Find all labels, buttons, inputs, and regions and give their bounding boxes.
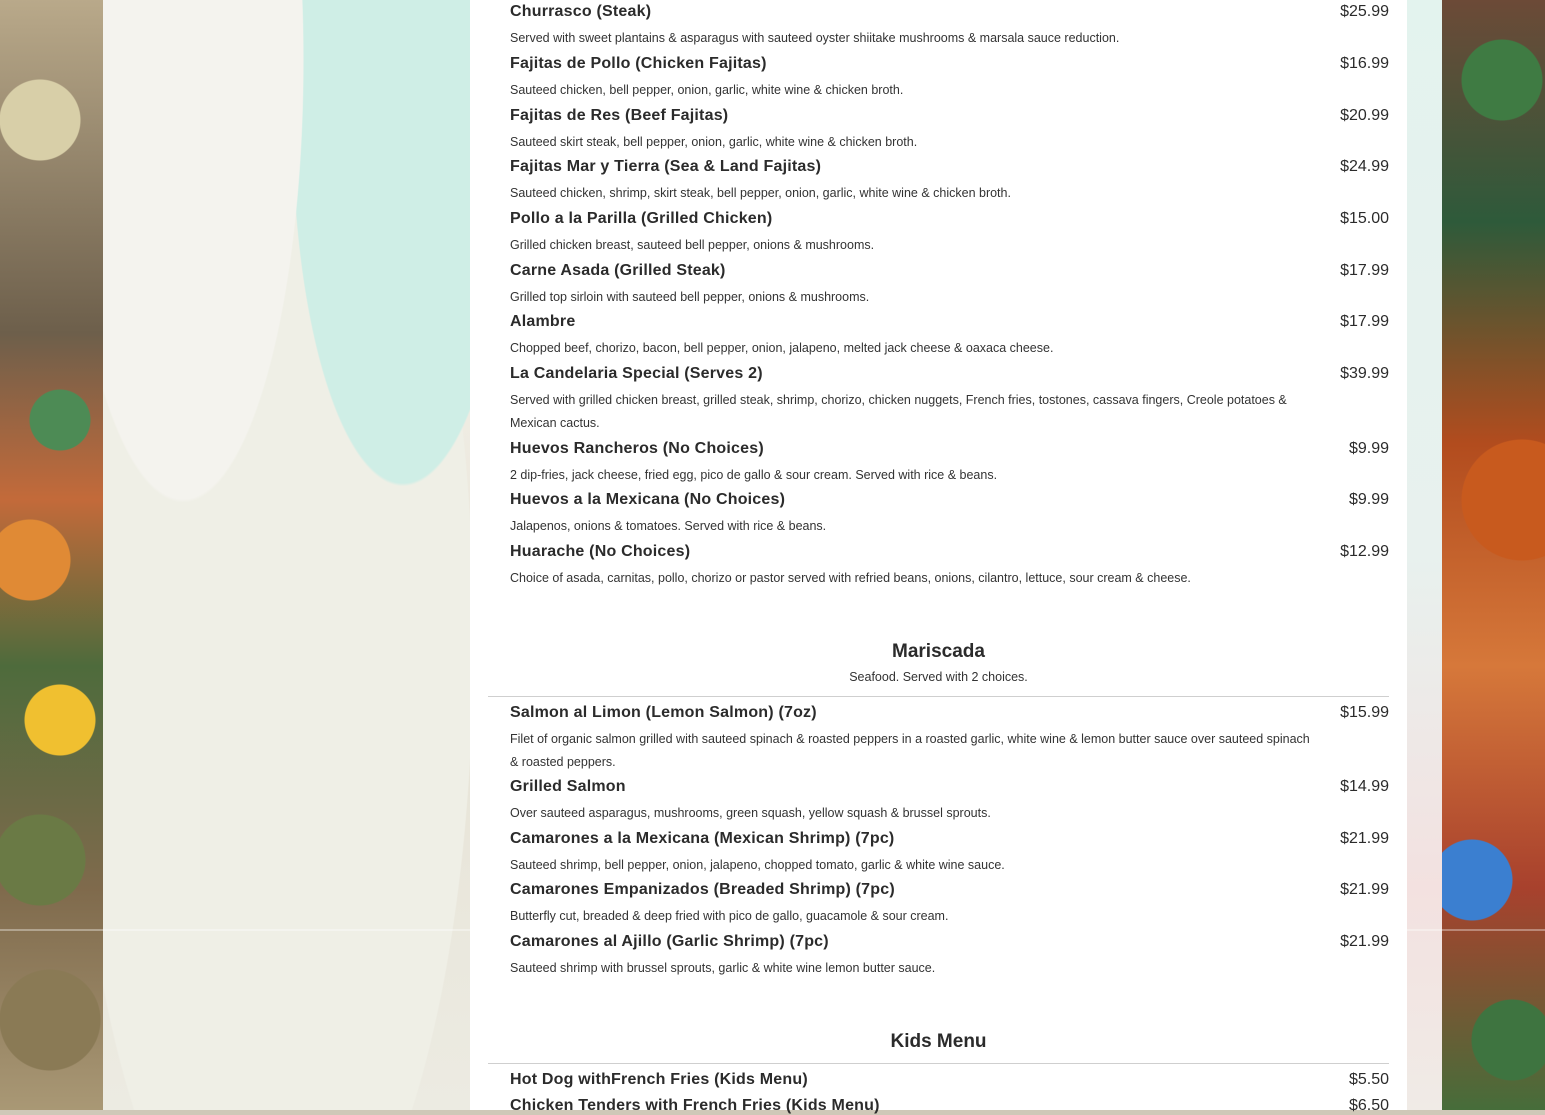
menu-item-description: Jalapenos, onions & tomatoes. Served with rice & beans.	[510, 519, 827, 533]
menu-item-price: $15.00	[1340, 210, 1389, 227]
menu-item-price: $25.99	[1340, 3, 1389, 20]
menu-item-name: Camarones al Ajillo (Garlic Shrimp) (7pc)	[510, 933, 829, 950]
menu-item-price: $39.99	[1340, 365, 1389, 382]
background-food-photo-left	[0, 0, 103, 1110]
menu-item-description: Butterfly cut, breaded & deep fried with pico de gallo, guacamole & sour cream.	[510, 909, 949, 923]
menu-item-description: Choice of asada, carnitas, pollo, chorizo or pastor served with refried beans, onions, cilantro, lettuce, sour cream & cheese.	[510, 571, 1191, 585]
menu-item-description: Sauteed chicken, shrimp, skirt steak, bell pepper, onion, garlic, white wine & chicken broth.	[510, 186, 1011, 200]
section-subtitle-mariscada: Seafood. Served with 2 choices.	[849, 670, 1028, 684]
menu-item-price: $21.99	[1340, 881, 1389, 898]
menu-item-price: $9.99	[1348, 440, 1389, 457]
section-divider	[488, 696, 1389, 697]
menu-item-description: Served with sweet plantains & asparagus with sauteed oyster shiitake mushrooms & marsala sauce reduction.	[510, 31, 1120, 45]
menu-item-name: Huevos a la Mexicana (No Choices)	[510, 491, 786, 508]
menu-item-name: Alambre	[510, 313, 576, 330]
menu-item-description: Sauteed chicken, bell pepper, onion, garlic, white wine & chicken broth.	[510, 83, 904, 97]
menu-item-price: $16.99	[1340, 55, 1389, 72]
menu-item-name: Camarones Empanizados (Breaded Shrimp) (7pc)	[510, 881, 895, 898]
menu-item-description: Sauteed shrimp with brussel sprouts, garlic & white wine lemon butter sauce.	[510, 961, 936, 975]
menu-item-name: Grilled Salmon	[510, 778, 626, 795]
menu-item-price: $14.99	[1340, 778, 1389, 795]
menu-item-name: La Candelaria Special (Serves 2)	[510, 365, 763, 382]
menu-item-name: Fajitas Mar y Tierra (Sea & Land Fajitas)	[510, 158, 822, 175]
menu-item-price: $12.99	[1340, 543, 1389, 560]
menu-item-price: $24.99	[1340, 158, 1389, 175]
menu-item-name: Huevos Rancheros (No Choices)	[510, 440, 764, 457]
background-faded-photo-left	[103, 0, 470, 1110]
menu-item-name: Camarones a la Mexicana (Mexican Shrimp) (7pc)	[510, 830, 895, 847]
menu-item-description: Grilled top sirloin with sauteed bell pepper, onions & mushrooms.	[510, 290, 870, 304]
menu-item-price: $6.50	[1348, 1097, 1389, 1114]
menu-item-price: $20.99	[1340, 107, 1389, 124]
menu-item-description: 2 dip-fries, jack cheese, fried egg, pico de gallo & sour cream. Served with rice & beans.	[510, 468, 998, 482]
menu-item-description: Filet of organic salmon grilled with sauteed spinach & roasted peppers in a roasted garlic, white wine & lemon butter sauce over sauteed spinach & roasted peppers.	[510, 732, 1310, 769]
menu-item-price: $21.99	[1340, 830, 1389, 847]
menu-item-description: Sauteed shrimp, bell pepper, onion, jalapeno, chopped tomato, garlic & white wine sauce.	[510, 858, 1005, 872]
menu-item-description: Served with grilled chicken breast, grilled steak, shrimp, chorizo, chicken nuggets, French fries, tostones, cassava fingers, Creole potatoes & Mexican cactus.	[510, 393, 1287, 430]
menu-item-description: Grilled chicken breast, sauteed bell pepper, onions & mushrooms.	[510, 238, 875, 252]
menu-item-price: $21.99	[1340, 933, 1389, 950]
menu-item-name: Hot Dog withFrench Fries (Kids Menu)	[510, 1071, 808, 1088]
menu-item-description: Sauteed skirt steak, bell pepper, onion, garlic, white wine & chicken broth.	[510, 135, 918, 149]
menu-item-price: $17.99	[1340, 262, 1389, 279]
menu-item-description: Over sauteed asparagus, mushrooms, green squash, yellow squash & brussel sprouts.	[510, 806, 991, 820]
section-divider	[488, 1063, 1389, 1064]
section-title-mariscada: Mariscada	[892, 641, 985, 662]
menu-item-name: Carne Asada (Grilled Steak)	[510, 262, 726, 279]
menu-item-price: $15.99	[1340, 704, 1389, 721]
menu-item-name: Huarache (No Choices)	[510, 543, 691, 560]
menu-item-price: $17.99	[1340, 313, 1389, 330]
menu-item-price: $5.50	[1348, 1071, 1389, 1088]
menu-panel	[470, 0, 1407, 1114]
menu-item-name: Churrasco (Steak)	[510, 3, 652, 20]
menu-item-name: Fajitas de Pollo (Chicken Fajitas)	[510, 55, 767, 72]
section-title-kids: Kids Menu	[890, 1031, 987, 1052]
menu-item-name: Pollo a la Parilla (Grilled Chicken)	[510, 210, 773, 227]
menu-item-name: Fajitas de Res (Beef Fajitas)	[510, 107, 729, 124]
background-art-photo-right	[1442, 0, 1545, 1110]
menu-item-name: Salmon al Limon (Lemon Salmon) (7oz)	[510, 704, 817, 721]
background-faded-photo-right	[1407, 0, 1442, 1110]
menu-item-name: Chicken Tenders with French Fries (Kids Menu)	[510, 1097, 880, 1114]
menu-item-price: $9.99	[1348, 491, 1389, 508]
menu-item-description: Chopped beef, chorizo, bacon, bell pepper, onion, jalapeno, melted jack cheese & oaxaca cheese.	[510, 341, 1054, 355]
